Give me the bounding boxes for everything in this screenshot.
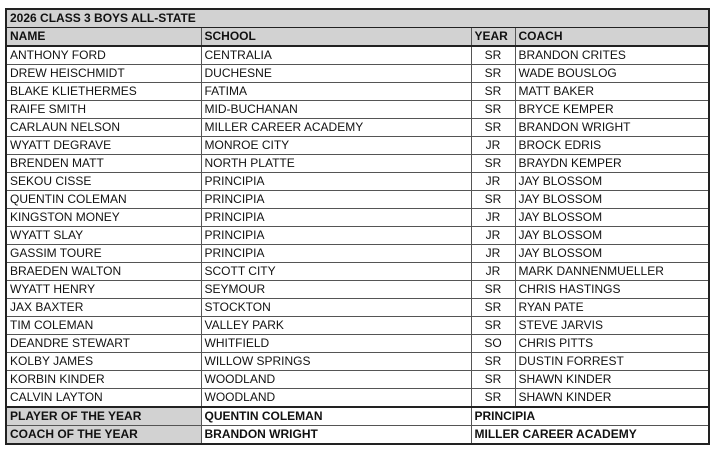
- cell-coach: JAY BLOSSOM: [515, 173, 708, 191]
- cell-coach: BRANDON WRIGHT: [515, 119, 708, 137]
- cell-school: PRINCIPIA: [201, 227, 471, 245]
- cell-school: WHITFIELD: [201, 335, 471, 353]
- header-name: NAME: [7, 28, 201, 46]
- cell-coach: JAY BLOSSOM: [515, 227, 708, 245]
- table-row: [7, 335, 708, 353]
- award-recipient: BRANDON WRIGHT: [201, 426, 471, 444]
- header-coach: COACH: [515, 28, 708, 46]
- cell-coach: CHRIS PITTS: [515, 335, 708, 353]
- cell-coach: BROCK EDRIS: [515, 137, 708, 155]
- table-row: [7, 155, 708, 173]
- cell-name: BRENDEN MATT: [7, 155, 201, 173]
- cell-year: JR: [471, 245, 515, 263]
- cell-name: WYATT DEGRAVE: [7, 137, 201, 155]
- cell-school: CENTRALIA: [201, 46, 471, 65]
- header-school: SCHOOL: [201, 28, 471, 46]
- cell-year: SR: [471, 353, 515, 371]
- table-row: [7, 371, 708, 389]
- cell-year: SR: [471, 299, 515, 317]
- cell-name: KINGSTON MONEY: [7, 209, 201, 227]
- sheet-title: 2026 CLASS 3 BOYS ALL-STATE: [7, 10, 708, 28]
- cell-school: STOCKTON: [201, 299, 471, 317]
- cell-coach: CHRIS HASTINGS: [515, 281, 708, 299]
- cell-school: MILLER CAREER ACADEMY: [201, 119, 471, 137]
- cell-school: WOODLAND: [201, 371, 471, 389]
- cell-year: SR: [471, 46, 515, 65]
- award-school: MILLER CAREER ACADEMY: [471, 426, 708, 444]
- cell-name: GASSIM TOURE: [7, 245, 201, 263]
- cell-year: SR: [471, 281, 515, 299]
- table-row: [7, 245, 708, 263]
- cell-coach: MARK DANNENMUELLER: [515, 263, 708, 281]
- cell-year: SR: [471, 389, 515, 408]
- cell-coach: BRAYDN KEMPER: [515, 155, 708, 173]
- cell-year: SO: [471, 335, 515, 353]
- table-row: [7, 191, 708, 209]
- cell-year: SR: [471, 155, 515, 173]
- cell-coach: JAY BLOSSOM: [515, 191, 708, 209]
- table-row: [7, 209, 708, 227]
- cell-name: DREW HEISCHMIDT: [7, 65, 201, 83]
- cell-coach: BRYCE KEMPER: [515, 101, 708, 119]
- cell-year: JR: [471, 263, 515, 281]
- cell-school: VALLEY PARK: [201, 317, 471, 335]
- cell-coach: WADE BOUSLOG: [515, 65, 708, 83]
- table-row: [7, 46, 708, 65]
- award-row: [7, 426, 708, 444]
- cell-coach: SHAWN KINDER: [515, 389, 708, 408]
- cell-year: JR: [471, 227, 515, 245]
- cell-coach: JAY BLOSSOM: [515, 245, 708, 263]
- cell-coach: STEVE JARVIS: [515, 317, 708, 335]
- cell-school: FATIMA: [201, 83, 471, 101]
- cell-school: MID-BUCHANAN: [201, 101, 471, 119]
- cell-coach: JAY BLOSSOM: [515, 209, 708, 227]
- table-row: [7, 173, 708, 191]
- award-label: PLAYER OF THE YEAR: [7, 407, 201, 426]
- cell-school: WOODLAND: [201, 389, 471, 408]
- all-state-sheet: [5, 8, 710, 445]
- cell-school: MONROE CITY: [201, 137, 471, 155]
- cell-name: RAIFE SMITH: [7, 101, 201, 119]
- cell-name: WYATT HENRY: [7, 281, 201, 299]
- cell-school: DUCHESNE: [201, 65, 471, 83]
- cell-name: KOLBY JAMES: [7, 353, 201, 371]
- cell-year: SR: [471, 317, 515, 335]
- cell-coach: DUSTIN FORREST: [515, 353, 708, 371]
- header-year: YEAR: [471, 28, 515, 46]
- cell-name: CALVIN LAYTON: [7, 389, 201, 408]
- cell-year: SR: [471, 191, 515, 209]
- table-row: [7, 119, 708, 137]
- cell-coach: RYAN PATE: [515, 299, 708, 317]
- cell-year: SR: [471, 65, 515, 83]
- cell-name: QUENTIN COLEMAN: [7, 191, 201, 209]
- cell-name: SEKOU CISSE: [7, 173, 201, 191]
- cell-year: SR: [471, 101, 515, 119]
- cell-name: WYATT SLAY: [7, 227, 201, 245]
- cell-school: PRINCIPIA: [201, 245, 471, 263]
- table-row: [7, 317, 708, 335]
- cell-school: PRINCIPIA: [201, 173, 471, 191]
- cell-name: ANTHONY FORD: [7, 46, 201, 65]
- cell-school: SEYMOUR: [201, 281, 471, 299]
- cell-name: KORBIN KINDER: [7, 371, 201, 389]
- table-row: [7, 101, 708, 119]
- cell-school: SCOTT CITY: [201, 263, 471, 281]
- cell-coach: MATT BAKER: [515, 83, 708, 101]
- table-row: [7, 83, 708, 101]
- cell-school: PRINCIPIA: [201, 191, 471, 209]
- table-row: [7, 65, 708, 83]
- header-row: [7, 28, 708, 46]
- cell-school: PRINCIPIA: [201, 209, 471, 227]
- cell-coach: SHAWN KINDER: [515, 371, 708, 389]
- cell-year: SR: [471, 371, 515, 389]
- table-row: [7, 227, 708, 245]
- cell-name: CARLAUN NELSON: [7, 119, 201, 137]
- cell-year: SR: [471, 83, 515, 101]
- cell-year: JR: [471, 173, 515, 191]
- cell-year: SR: [471, 119, 515, 137]
- table-row: [7, 389, 708, 408]
- cell-school: WILLOW SPRINGS: [201, 353, 471, 371]
- cell-coach: BRANDON CRITES: [515, 46, 708, 65]
- cell-year: JR: [471, 209, 515, 227]
- table-row: [7, 353, 708, 371]
- table-row: [7, 281, 708, 299]
- award-row: [7, 407, 708, 426]
- award-school: PRINCIPIA: [471, 407, 708, 426]
- cell-name: BLAKE KLIETHERMES: [7, 83, 201, 101]
- cell-name: DEANDRE STEWART: [7, 335, 201, 353]
- award-label: COACH OF THE YEAR: [7, 426, 201, 444]
- table-row: [7, 299, 708, 317]
- award-recipient: QUENTIN COLEMAN: [201, 407, 471, 426]
- cell-name: JAX BAXTER: [7, 299, 201, 317]
- table-row: [7, 263, 708, 281]
- cell-name: TIM COLEMAN: [7, 317, 201, 335]
- roster-table: [7, 28, 708, 443]
- cell-school: NORTH PLATTE: [201, 155, 471, 173]
- table-row: [7, 137, 708, 155]
- cell-name: BRAEDEN WALTON: [7, 263, 201, 281]
- cell-year: JR: [471, 137, 515, 155]
